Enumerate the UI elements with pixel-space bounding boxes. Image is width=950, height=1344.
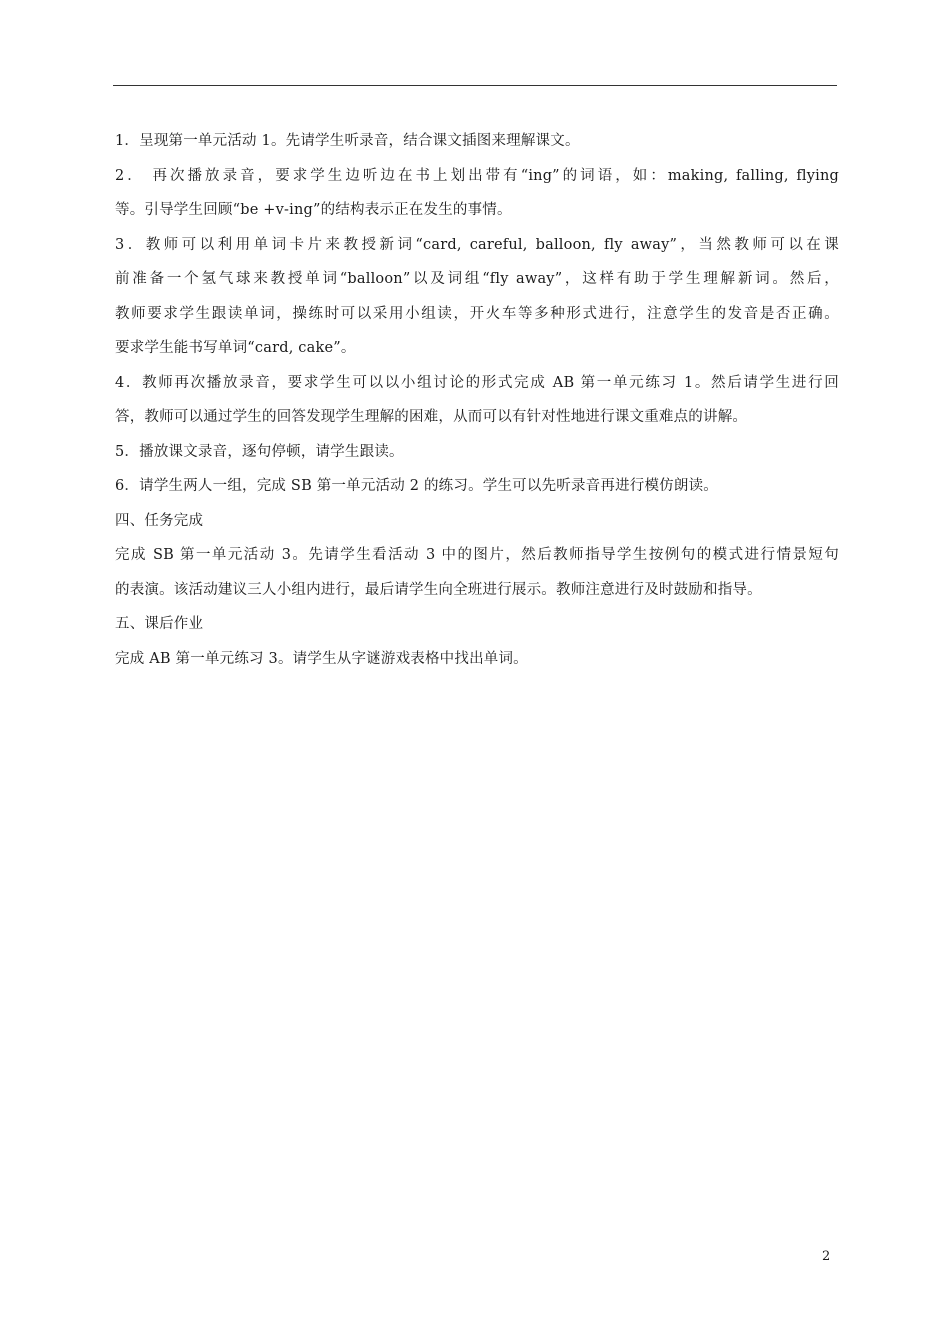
- task-completion-line-1: 完成 SB 第一单元活动 3。先请学生看活动 3 中的图片，然后教师指导学生按例句的模式进行情景短句: [115, 547, 839, 563]
- step-2-line-1: 2． 再次播放录音，要求学生边听边在书上划出带有“ing”的词语，如：making, falling, flying: [115, 167, 839, 184]
- step-4-line-1: 4．教师再次播放录音，要求学生可以以小组讨论的形式完成 AB 第一单元练习 1。然后请学生进行回: [115, 374, 839, 391]
- step-3-line-4: 要求学生能书写单词“card, cake”。: [115, 340, 356, 356]
- step-6-line: 6．请学生两人一组，完成 SB 第一单元活动 2 的练习。学生可以先听录音再进行模仿朗读。: [115, 478, 718, 494]
- task-completion-line-2: 的表演。该活动建议三人小组内进行，最后请学生向全班进行展示。教师注意进行及时鼓励和指导。: [115, 581, 762, 598]
- document-body: [115, 124, 839, 676]
- step-3-line-3: 教师要求学生跟读单词，操练时可以采用小组读，开火车等多种形式进行，注意学生的发音是否正确。: [115, 305, 839, 322]
- homework-line: 完成 AB 第一单元练习 3。请学生从字谜游戏表格中找出单词。: [115, 650, 528, 667]
- section-heading-task-completion: 四、任务完成: [115, 512, 204, 529]
- step-3-line-2: 前准备一个氢气球来教授单词“balloon”以及词组“fly away”，这样有助于学生理解新词。然后，: [115, 271, 839, 287]
- header-rule: [113, 85, 837, 86]
- step-3-line-1: 3．教师可以利用单词卡片来教授新词“card, careful, balloon, fly away”，当然教师可以在课: [115, 236, 839, 253]
- step-1-line: 1．呈现第一单元活动 1。先请学生听录音，结合课文插图来理解课文。: [115, 133, 580, 149]
- section-heading-homework: 五、课后作业: [115, 616, 204, 632]
- step-4-line-2: 答，教师可以通过学生的回答发现学生理解的困难，从而可以有针对性地进行课文重难点的讲解。: [115, 409, 748, 425]
- page-number: 2: [822, 1249, 831, 1264]
- step-5-line: 5．播放课文录音，逐句停顿，请学生跟读。: [115, 443, 404, 460]
- step-2-line-2: 等。引导学生回顾“be +v-ing”的结构表示正在发生的事情。: [115, 202, 512, 218]
